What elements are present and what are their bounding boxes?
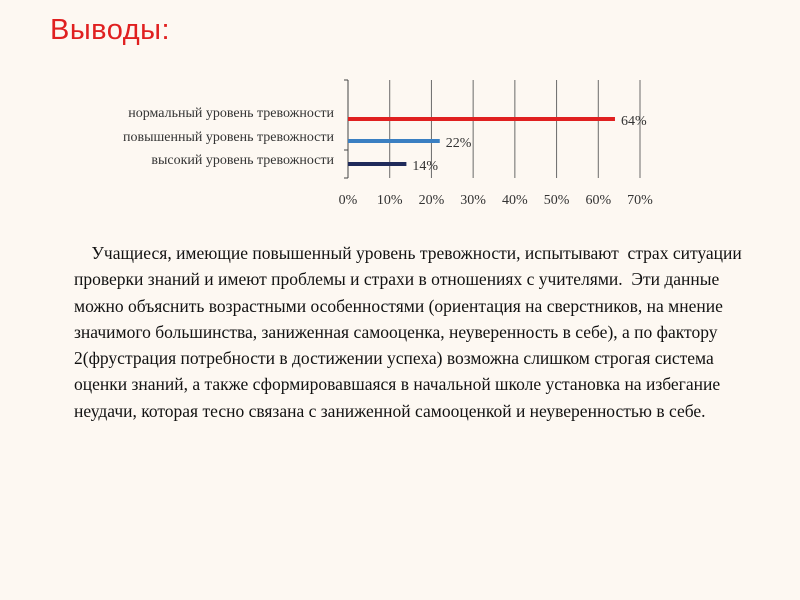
bar-chart [0, 0, 800, 220]
x-tick-label: 30% [460, 193, 486, 208]
category-label: повышенный уровень тревожности [122, 130, 334, 145]
x-tick-label: 10% [376, 193, 403, 208]
x-tick-label: 70% [627, 193, 653, 208]
data-label: 64% [620, 114, 647, 129]
x-tick-label: 60% [585, 193, 612, 208]
data-label: 14% [412, 159, 439, 174]
data-label: 22% [445, 136, 472, 151]
x-tick-label: 0% [338, 193, 358, 208]
x-tick-label: 20% [418, 193, 445, 208]
conclusion-text: Учащиеся, имеющие повышенный уровень тревожности, испытывают страх ситуации проверки знаний и имеют проблемы и страхи в отношениях с учителями. Эти данные можно объяснить возрастными особенностями (ориентация на сверстников, на мнение значимого большинства, заниженная самооценка, неуверенность в себе), а по фактору 2(фрустрация потребности в достижении успеха) возможна слишком строгая система оценки знаний, а также сформировавшаяся в начальной школе установка на избегание неудачи, которая тесно связана с заниженной самооценкой и неуверенностью в себе. [74, 243, 747, 421]
slide-title: Выводы: [50, 14, 171, 46]
x-tick-label: 50% [543, 193, 570, 208]
category-label: высокий уровень тревожности [151, 153, 334, 168]
x-tick-label: 40% [502, 193, 528, 208]
category-label: нормальный уровень тревожности [128, 106, 334, 121]
